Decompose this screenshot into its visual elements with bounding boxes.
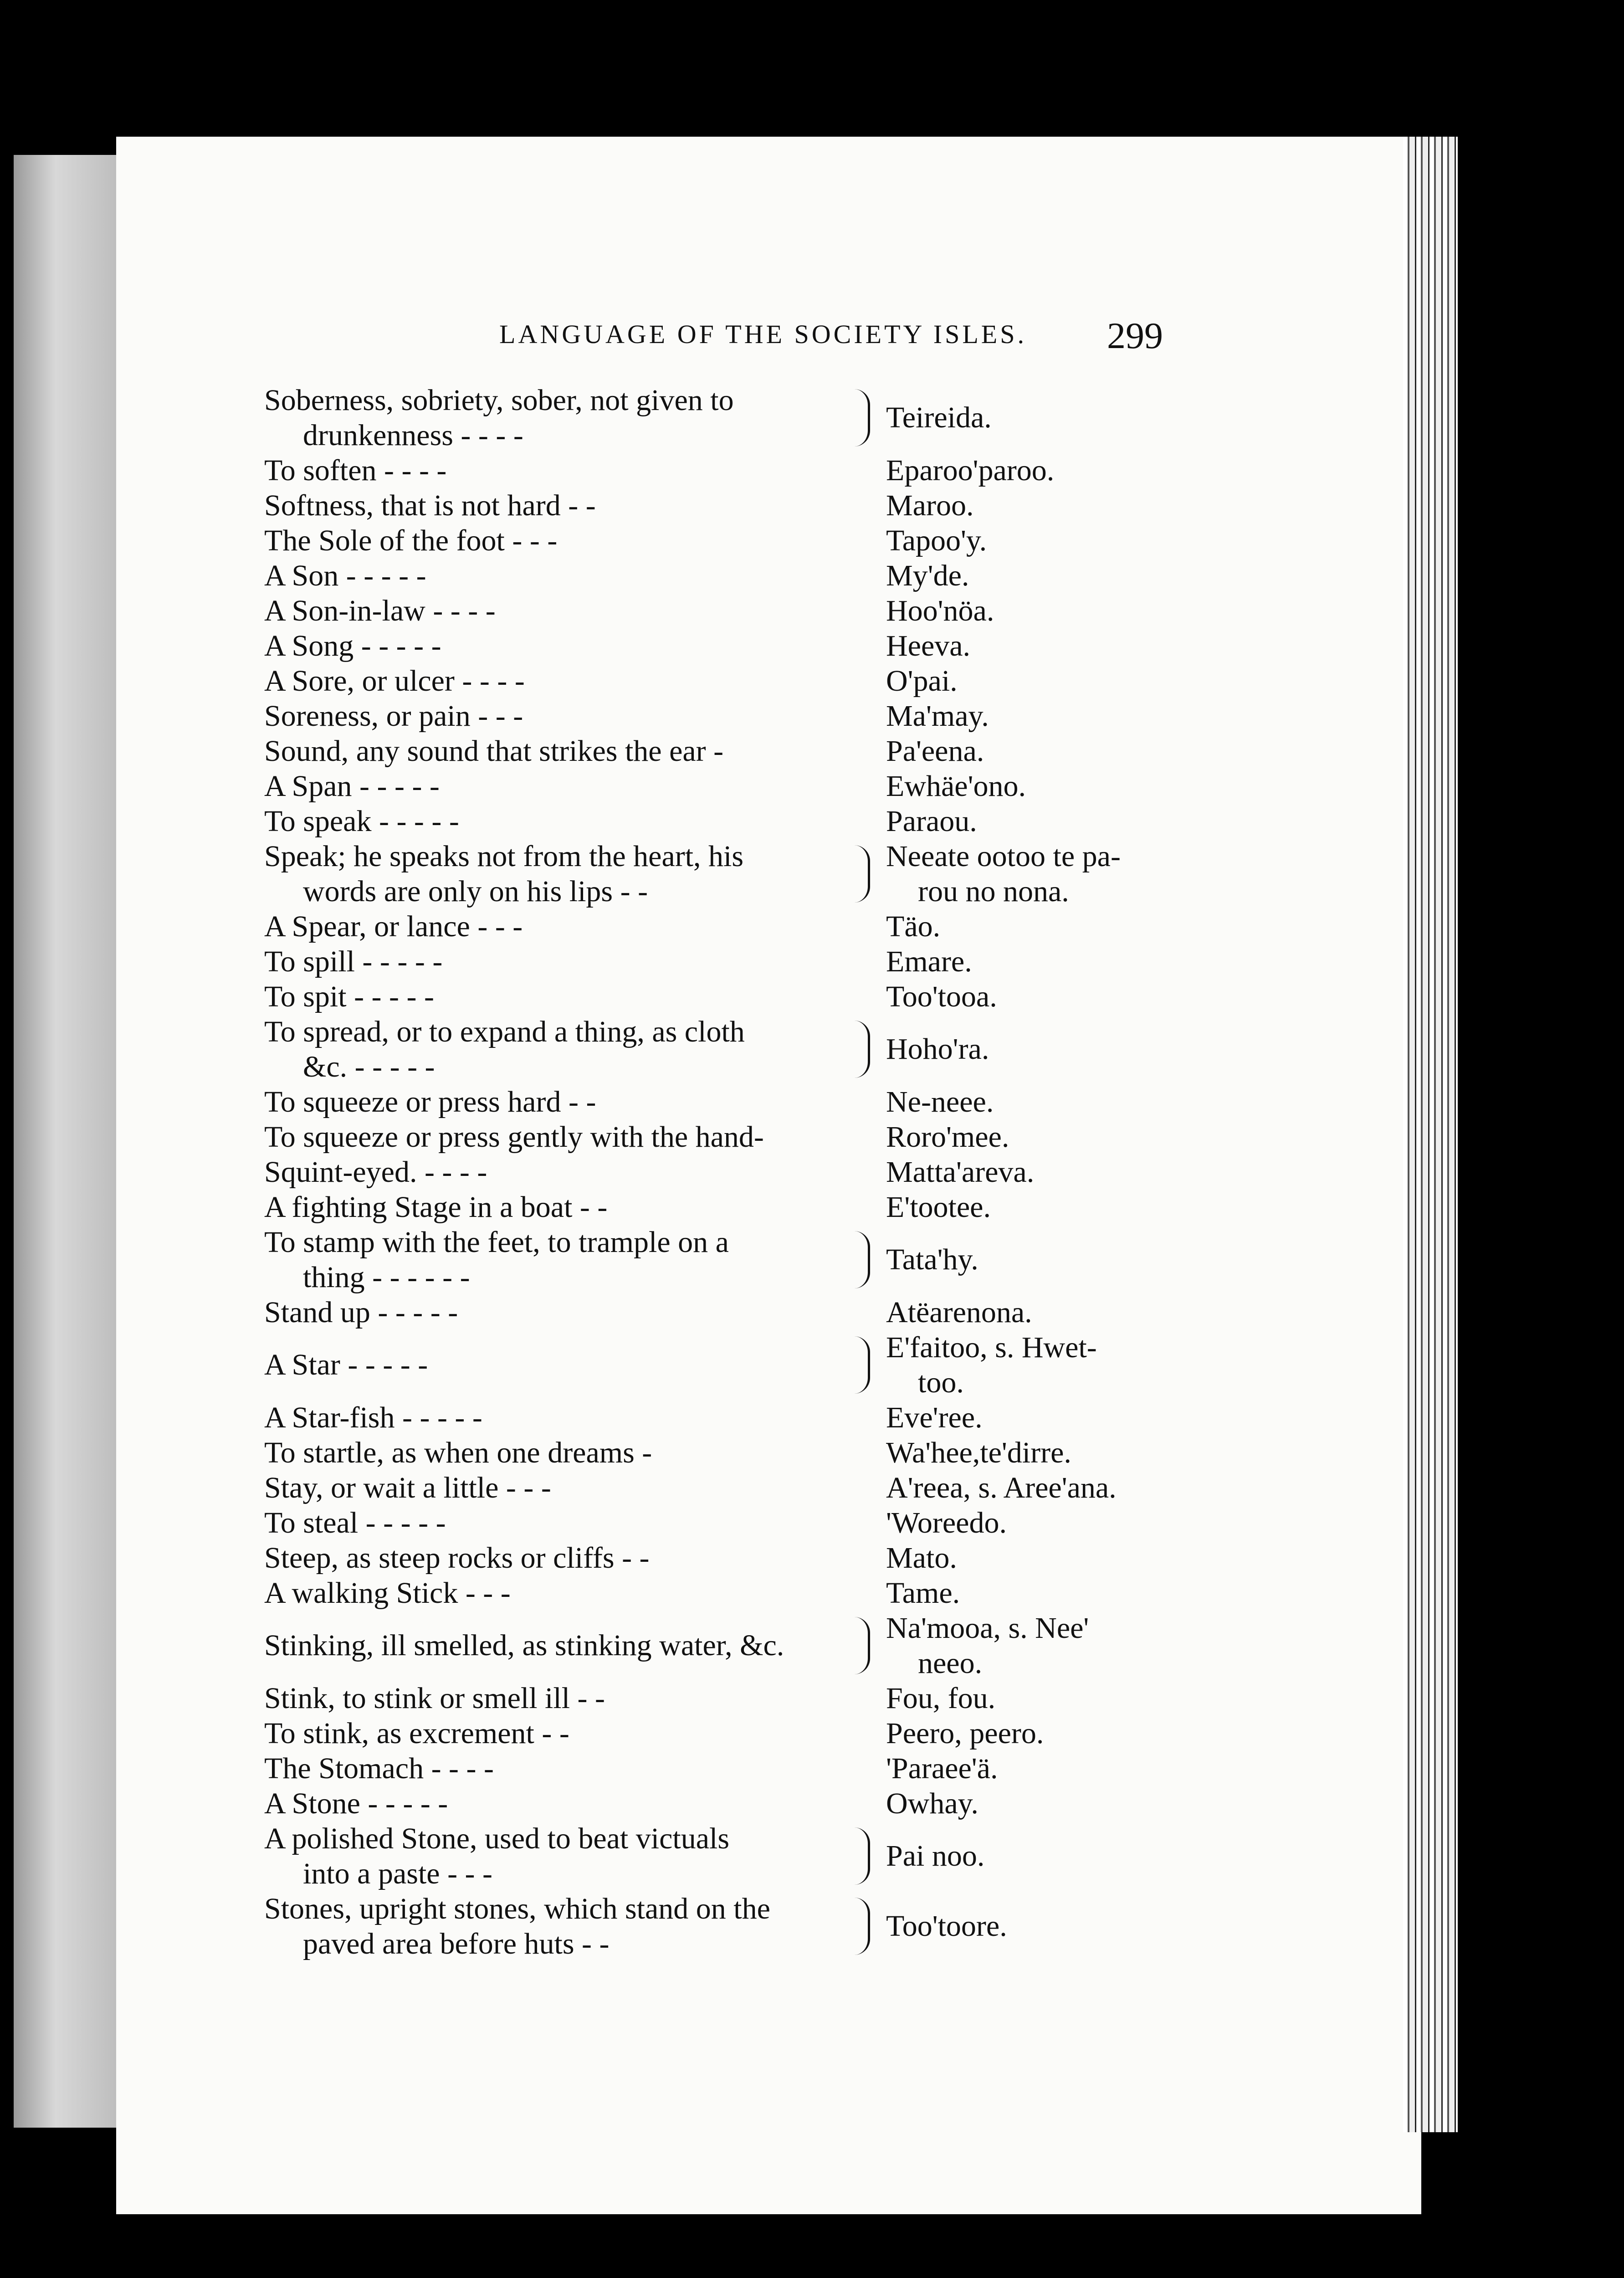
list-item bbox=[264, 769, 1266, 804]
translation: Tata'hy. bbox=[886, 1243, 978, 1276]
translation: Peero, peero. bbox=[886, 1717, 1044, 1750]
translation: Ewhäe'ono. bbox=[886, 770, 1026, 803]
headword: The Stomach - - - - bbox=[264, 1752, 494, 1785]
headword: To spill - - - - - bbox=[264, 945, 443, 978]
translation: Wa'hee,te'dirre. bbox=[886, 1436, 1071, 1469]
headword: To squeeze or press gently with the hand- bbox=[264, 1120, 764, 1154]
list-item bbox=[264, 1435, 1266, 1470]
translation: Täo. bbox=[886, 910, 941, 943]
translation: Pai noo. bbox=[886, 1839, 985, 1873]
headword: To spit - - - - - bbox=[264, 980, 434, 1013]
headword: Stand up - - - - - bbox=[264, 1296, 458, 1329]
headword: To spread, or to expand a thing, as cloth &c. - - - - - bbox=[264, 1015, 745, 1083]
page-stack-edge bbox=[1403, 137, 1458, 2132]
page-number: 299 bbox=[1107, 315, 1163, 356]
headword: A Span - - - - - bbox=[264, 770, 440, 803]
translation: Eve'ree. bbox=[886, 1401, 983, 1434]
headword: Softness, that is not hard - - bbox=[264, 489, 596, 522]
translation: My'de. bbox=[886, 559, 969, 592]
list-item bbox=[264, 593, 1266, 628]
brace bbox=[854, 1231, 870, 1288]
headword: To soften - - - - bbox=[264, 454, 447, 487]
translation: E'tootee. bbox=[886, 1190, 991, 1224]
list-item bbox=[264, 979, 1266, 1014]
headword: The Sole of the foot - - - bbox=[264, 524, 558, 557]
translation: 'Paraee'ä. bbox=[886, 1752, 998, 1785]
list-item bbox=[264, 1400, 1266, 1435]
brace bbox=[854, 389, 870, 446]
translation: Pa'eena. bbox=[886, 734, 984, 768]
translation: Ne-neee. bbox=[886, 1085, 994, 1118]
brace bbox=[854, 1336, 870, 1394]
translation: Mato. bbox=[886, 1541, 957, 1575]
list-item bbox=[264, 1330, 1266, 1400]
list-item bbox=[264, 698, 1266, 734]
list-item bbox=[264, 909, 1266, 944]
list-item bbox=[264, 383, 1266, 453]
headword: Squint-eyed. - - - - bbox=[264, 1155, 487, 1189]
headword: To stink, as excrement - - bbox=[264, 1717, 569, 1750]
translation: Hoho'ra. bbox=[886, 1032, 989, 1066]
headword: A Sore, or ulcer - - - - bbox=[264, 664, 525, 698]
list-item bbox=[264, 453, 1266, 488]
headword: Soberness, sobriety, sober, not given to drunkenness - - - - bbox=[264, 384, 734, 452]
translation: E'faitoo, s. Hwet- too. bbox=[886, 1331, 1097, 1399]
headword: A Star-fish - - - - - bbox=[264, 1401, 482, 1434]
translation: Neeate ootoo te pa- rou no nona. bbox=[886, 840, 1121, 908]
list-item bbox=[264, 663, 1266, 698]
translation: Matta'areva. bbox=[886, 1155, 1035, 1189]
translation: 'Woreedo. bbox=[886, 1506, 1007, 1539]
list-item bbox=[264, 1295, 1266, 1330]
headword: A Son-in-law - - - - bbox=[264, 594, 496, 627]
translation: Roro'mee. bbox=[886, 1120, 1009, 1154]
brace bbox=[854, 1021, 870, 1078]
list-item bbox=[264, 523, 1266, 558]
headword: A fighting Stage in a boat - - bbox=[264, 1190, 608, 1224]
list-item bbox=[264, 1611, 1266, 1681]
brace bbox=[854, 1898, 870, 1955]
headword: To squeeze or press hard - - bbox=[264, 1085, 596, 1118]
headword: A polished Stone, used to beat victuals into a paste - - - bbox=[264, 1822, 730, 1890]
list-item bbox=[264, 1505, 1266, 1540]
headword: Speak; he speaks not from the heart, his words are only on his lips - - bbox=[264, 840, 744, 908]
translation: Atëarenona. bbox=[886, 1296, 1032, 1329]
list-item bbox=[264, 1014, 1266, 1084]
list-item bbox=[264, 1821, 1266, 1891]
headword: A Song - - - - - bbox=[264, 629, 441, 662]
list-item bbox=[264, 1681, 1266, 1716]
headword: Stay, or wait a little - - - bbox=[264, 1471, 551, 1504]
translation: Maroo. bbox=[886, 489, 974, 522]
list-item bbox=[264, 1154, 1266, 1190]
headword: Stones, upright stones, which stand on the paved area before huts - - bbox=[264, 1892, 770, 1960]
headword: A Son - - - - - bbox=[264, 559, 426, 592]
headword: Stinking, ill smelled, as stinking water, &c. bbox=[264, 1629, 784, 1662]
translation: Too'tooa. bbox=[886, 980, 997, 1013]
translation: Tapoo'y. bbox=[886, 524, 987, 557]
list-item bbox=[264, 628, 1266, 663]
list-item bbox=[264, 1716, 1266, 1751]
headword: Steep, as steep rocks or cliffs - - bbox=[264, 1541, 650, 1575]
headword: Stink, to stink or smell ill - - bbox=[264, 1682, 605, 1715]
headword: To stamp with the feet, to trample on a thing - - - - - - bbox=[264, 1226, 729, 1294]
list-item bbox=[264, 1119, 1266, 1154]
list-item bbox=[264, 944, 1266, 979]
translation: Heeva. bbox=[886, 629, 971, 662]
list-item bbox=[264, 1786, 1266, 1821]
list-item bbox=[264, 734, 1266, 769]
translation: Fou, fou. bbox=[886, 1682, 996, 1715]
translation: Tame. bbox=[886, 1576, 960, 1610]
list-item bbox=[264, 1190, 1266, 1225]
brace bbox=[854, 1617, 870, 1674]
list-item bbox=[264, 1540, 1266, 1575]
headword: To startle, as when one dreams - bbox=[264, 1436, 652, 1469]
list-item bbox=[264, 839, 1266, 909]
list-item bbox=[264, 1575, 1266, 1611]
headword: A Star - - - - - bbox=[264, 1348, 428, 1381]
translation: Ma'may. bbox=[886, 699, 989, 733]
list-item bbox=[264, 1084, 1266, 1119]
translation: Owhay. bbox=[886, 1787, 978, 1820]
list-item bbox=[264, 1751, 1266, 1786]
vocabulary-list bbox=[264, 383, 1266, 1961]
list-item bbox=[264, 488, 1266, 523]
headword: To speak - - - - - bbox=[264, 805, 459, 838]
headword: To steal - - - - - bbox=[264, 1506, 446, 1539]
list-item bbox=[264, 1225, 1266, 1295]
translation: Paraou. bbox=[886, 805, 977, 838]
running-head: LANGUAGE OF THE SOCIETY ISLES. bbox=[499, 319, 1027, 349]
brace bbox=[854, 1827, 870, 1885]
translation: Na'mooa, s. Nee' neeo. bbox=[886, 1611, 1089, 1680]
translation: Hoo'nöa. bbox=[886, 594, 994, 627]
translation: Emare. bbox=[886, 945, 972, 978]
list-item bbox=[264, 1891, 1266, 1961]
translation: Teireida. bbox=[886, 401, 992, 434]
translation: Eparoo'paroo. bbox=[886, 454, 1055, 487]
translation: O'pai. bbox=[886, 664, 958, 698]
brace bbox=[854, 845, 870, 903]
list-item bbox=[264, 558, 1266, 593]
headword: A Stone - - - - - bbox=[264, 1787, 448, 1820]
translation: A'reea, s. Aree'ana. bbox=[886, 1471, 1117, 1504]
headword: A Spear, or lance - - - bbox=[264, 910, 523, 943]
headword: Sound, any sound that strikes the ear - bbox=[264, 734, 724, 768]
headword: Soreness, or pain - - - bbox=[264, 699, 523, 733]
headword: A walking Stick - - - bbox=[264, 1576, 511, 1610]
list-item bbox=[264, 1470, 1266, 1505]
list-item bbox=[264, 804, 1266, 839]
adjacent-page-edge bbox=[14, 155, 118, 2128]
translation: Too'toore. bbox=[886, 1909, 1007, 1943]
